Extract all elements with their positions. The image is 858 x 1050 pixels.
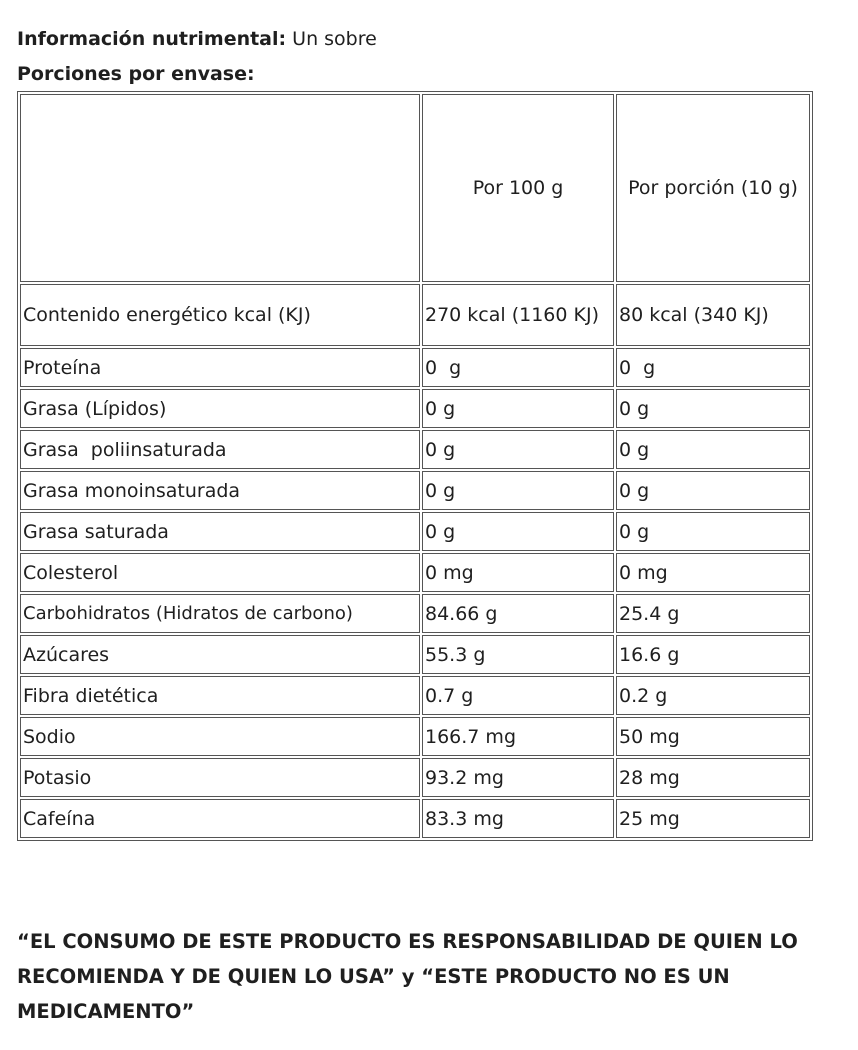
row-per100: 55.3 g bbox=[422, 635, 614, 674]
row-per-serving: 0 g bbox=[616, 348, 810, 387]
info-label: Información nutrimental: bbox=[17, 28, 287, 50]
row-per100: 0.7 g bbox=[422, 676, 614, 715]
row-per-serving: 0 g bbox=[616, 512, 810, 551]
header-cell-empty bbox=[20, 94, 420, 282]
row-per-serving: 50 mg bbox=[616, 717, 810, 756]
row-per-serving: 16.6 g bbox=[616, 635, 810, 674]
energy-label: Contenido energético kcal (KJ) bbox=[20, 284, 420, 346]
row-per-serving: 25 mg bbox=[616, 799, 810, 838]
row-per-serving: 0 mg bbox=[616, 553, 810, 592]
table-row bbox=[20, 717, 810, 756]
table-row bbox=[20, 512, 810, 551]
row-label: Azúcares bbox=[20, 635, 420, 674]
header-cell-per-serving: Por porción (10 g) bbox=[616, 94, 810, 282]
table-row bbox=[20, 676, 810, 715]
energy-per-serving: 80 kcal (340 KJ) bbox=[616, 284, 810, 346]
info-line bbox=[17, 27, 377, 51]
row-label: Carbohidratos (Hidratos de carbono) bbox=[20, 594, 420, 633]
table-row bbox=[20, 348, 810, 387]
table-row-energy bbox=[20, 284, 810, 346]
table-row bbox=[20, 758, 810, 797]
table-row bbox=[20, 389, 810, 428]
row-per100: 0 g bbox=[422, 389, 614, 428]
row-label: Proteína bbox=[20, 348, 420, 387]
table-row bbox=[20, 799, 810, 838]
row-label: Fibra dietética bbox=[20, 676, 420, 715]
row-per-serving: 0 g bbox=[616, 430, 810, 469]
row-label: Colesterol bbox=[20, 553, 420, 592]
legal-warning: “EL CONSUMO DE ESTE PRODUCTO ES RESPONSABILIDAD DE QUIEN LO RECOMIENDA Y DE QUIEN LO USA” y “ESTE PRODUCTO NO ES UN MEDICAMENTO” bbox=[17, 930, 798, 1023]
table-row bbox=[20, 430, 810, 469]
table-row bbox=[20, 635, 810, 674]
row-label: Grasa saturada bbox=[20, 512, 420, 551]
row-per100: 0 g bbox=[422, 512, 614, 551]
row-label: Grasa (Lípidos) bbox=[20, 389, 420, 428]
info-value: Un sobre bbox=[286, 28, 377, 50]
row-label: Potasio bbox=[20, 758, 420, 797]
row-per100: 83.3 mg bbox=[422, 799, 614, 838]
row-per100: 0 g bbox=[422, 348, 614, 387]
servings-line bbox=[17, 62, 255, 86]
row-label: Grasa poliinsaturada bbox=[20, 430, 420, 469]
row-per-serving: 0 g bbox=[616, 471, 810, 510]
row-per-serving: 0.2 g bbox=[616, 676, 810, 715]
row-label: Cafeína bbox=[20, 799, 420, 838]
row-per100: 0 mg bbox=[422, 553, 614, 592]
row-per100: 166.7 mg bbox=[422, 717, 614, 756]
table-header-row bbox=[20, 94, 810, 282]
row-per100: 93.2 mg bbox=[422, 758, 614, 797]
header-cell-per100: Por 100 g bbox=[422, 94, 614, 282]
row-per100: 84.66 g bbox=[422, 594, 614, 633]
table-row bbox=[20, 553, 810, 592]
servings-label: Porciones por envase: bbox=[17, 63, 255, 85]
row-label: Sodio bbox=[20, 717, 420, 756]
energy-per100: 270 kcal (1160 KJ) bbox=[422, 284, 614, 346]
row-per100: 0 g bbox=[422, 430, 614, 469]
table-row bbox=[20, 471, 810, 510]
row-label: Grasa monoinsaturada bbox=[20, 471, 420, 510]
nutrition-table bbox=[17, 91, 813, 841]
row-per-serving: 28 mg bbox=[616, 758, 810, 797]
row-per-serving: 0 g bbox=[616, 389, 810, 428]
row-per-serving: 25.4 g bbox=[616, 594, 810, 633]
row-per100: 0 g bbox=[422, 471, 614, 510]
table-row bbox=[20, 594, 810, 633]
